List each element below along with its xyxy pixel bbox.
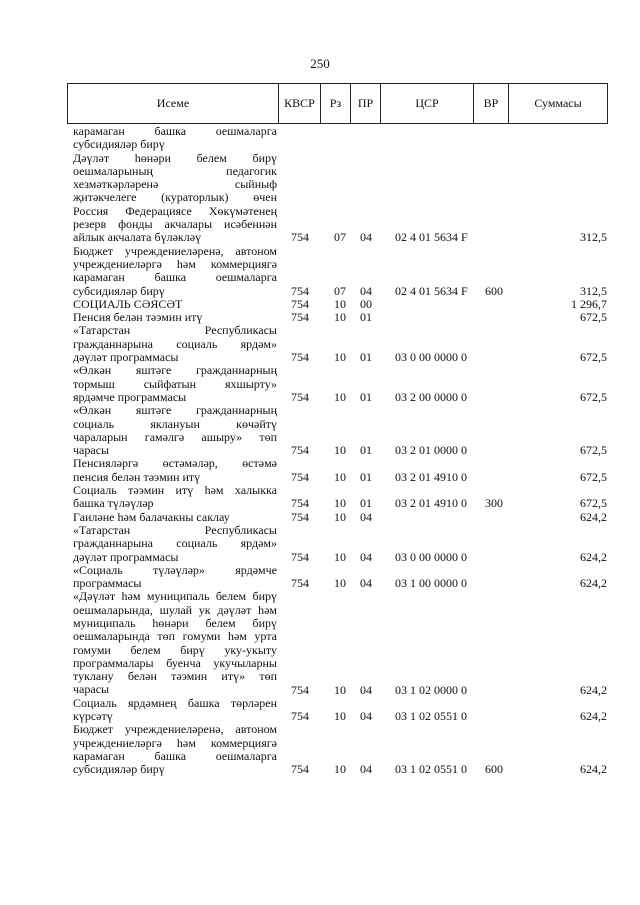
row-pr: 04 [360, 549, 372, 564]
row-name-line: Гаиләне һәм балачакны саклау [73, 509, 230, 524]
row-name-line: чараларын гамәлгә ашыру» төп [73, 429, 277, 444]
row-name [73, 457, 277, 484]
row-name [73, 324, 277, 364]
row-kvsr: 754 [291, 230, 309, 245]
table-row [0, 484, 640, 511]
row-name-line: гражданнарына социаль ярдәм» [73, 536, 277, 551]
row-csr: 03 2 01 0000 0 [395, 443, 467, 458]
row-name-line: дәүләт программасы [73, 549, 179, 564]
table-row [0, 324, 640, 364]
row-csr: 03 0 00 0000 0 [395, 549, 467, 564]
row-sum: 672,5 [580, 350, 607, 365]
table-row [0, 511, 640, 524]
row-sum: 672,5 [580, 443, 607, 458]
row-kvsr: 754 [291, 762, 309, 777]
row-rz: 10 [334, 310, 346, 325]
row-name-line: Социаль ярдәмнең башка төрләрен [73, 695, 277, 710]
row-name-line: оешмаларында, шулай ук дәүләт һәм [73, 602, 277, 617]
row-name-line: оешмаларында төп гомуми һәм урта [73, 629, 277, 644]
row-name-line: социаль яклануын көчәйтү [73, 416, 277, 431]
row-name-line: хезмәткәрләренә сыйныф [73, 177, 277, 192]
row-name-line: субсидияләр бирү [73, 762, 165, 777]
row-name-line: Социаль тәэмин итү һәм халыкка [73, 483, 277, 498]
row-pr: 01 [360, 350, 372, 365]
row-pr: 00 [360, 296, 372, 311]
row-rz: 10 [334, 682, 346, 697]
table-row [0, 298, 640, 311]
row-name-line: чарасы [73, 682, 110, 697]
row-pr: 04 [360, 682, 372, 697]
row-csr: 03 0 00 0000 0 [395, 350, 467, 365]
page-number: 250 [310, 56, 330, 71]
header-name: Исеме [68, 84, 279, 123]
row-csr: 03 1 02 0551 0 [395, 762, 467, 777]
row-pr: 04 [360, 230, 372, 245]
table-row [0, 245, 640, 298]
header-rz: Рз [321, 84, 351, 123]
table-row [0, 125, 640, 152]
row-name-line: чарасы [73, 443, 110, 458]
row-rz: 10 [334, 496, 346, 511]
row-kvsr: 754 [291, 509, 309, 524]
row-name-line: резерв фонды акчалары исәбеннән [73, 217, 277, 232]
row-sum: 672,5 [580, 469, 607, 484]
row-csr: 03 2 01 4910 0 [395, 496, 467, 511]
table-row [0, 723, 640, 776]
row-csr: 02 4 01 5634 F [395, 230, 468, 245]
row-name-line: «Өлкән яштәге гражданнарның [73, 403, 277, 418]
table-row [0, 590, 640, 696]
row-name-line: «Өлкән яштәге гражданнарның [73, 363, 277, 378]
row-vr: 600 [485, 283, 503, 298]
row-rz: 10 [334, 709, 346, 724]
table-row [0, 524, 640, 564]
row-name-line: программасы [73, 576, 142, 591]
row-pr: 04 [360, 283, 372, 298]
table-row [0, 457, 640, 484]
row-pr: 04 [360, 509, 372, 524]
row-csr: 03 1 02 0000 0 [395, 682, 467, 697]
row-kvsr: 754 [291, 576, 309, 591]
row-name-line: субсидияләр бирү [73, 137, 165, 152]
row-sum: 624,2 [580, 549, 607, 564]
row-rz: 10 [334, 469, 346, 484]
row-rz: 10 [334, 296, 346, 311]
table-row [0, 364, 640, 404]
row-rz: 10 [334, 576, 346, 591]
table-row [0, 697, 640, 724]
row-sum: 1 296,7 [571, 296, 607, 311]
row-name-line: карамаган башка оешмаларга [73, 124, 277, 138]
row-name-line: ярдәмче программасы [73, 389, 187, 404]
row-name [73, 524, 277, 564]
row-name-line: учреждениеләргә һәм коммерциягә [73, 256, 277, 271]
row-name [73, 723, 277, 776]
row-name-line: пенсия белән тәэмин итү [73, 469, 201, 484]
row-name [73, 152, 277, 245]
row-csr: 03 1 02 0551 0 [395, 709, 467, 724]
row-name [73, 697, 277, 724]
row-name-line: Пенсияләргә өстәмәләр, өстәмә [73, 456, 277, 471]
row-csr: 03 2 01 4910 0 [395, 469, 467, 484]
row-name-line: тормыш сыйфатын яхшырту» [73, 376, 277, 391]
table-row [0, 564, 640, 591]
row-sum: 312,5 [580, 283, 607, 298]
header-vr: ВР [474, 84, 509, 123]
row-csr: 03 1 00 0000 0 [395, 576, 467, 591]
row-sum: 312,5 [580, 230, 607, 245]
row-pr: 04 [360, 762, 372, 777]
row-rz: 07 [334, 283, 346, 298]
row-kvsr: 754 [291, 389, 309, 404]
row-name-line: «Дәүләт һәм муниципаль белем бирү [73, 589, 277, 604]
row-name-line: гражданнарына социаль ярдәм» [73, 336, 277, 351]
row-name-line: учреждениеләргә һәм коммерциягә [73, 735, 277, 750]
row-name-line: туклану белән тәэмин итү» төп [73, 669, 277, 684]
table-row [0, 152, 640, 245]
row-kvsr: 754 [291, 350, 309, 365]
row-name-line: субсидияләр бирү [73, 283, 165, 298]
row-name [73, 125, 277, 152]
row-name [73, 298, 277, 311]
row-sum: 624,2 [580, 576, 607, 591]
row-name-line: гомуми белем бирү уку-укыту [73, 642, 277, 657]
row-name-line: СОЦИАЛЬ СӘЯСӘТ [73, 296, 183, 311]
row-kvsr: 754 [291, 549, 309, 564]
row-name [73, 564, 277, 591]
row-kvsr: 754 [291, 283, 309, 298]
header-pr: ПР [351, 84, 381, 123]
row-kvsr: 754 [291, 443, 309, 458]
row-name-line: айлык акчалата бүләкләү [73, 230, 202, 245]
row-rz: 07 [334, 230, 346, 245]
row-pr: 01 [360, 469, 372, 484]
row-kvsr: 754 [291, 496, 309, 511]
header-kvsr: КВСР [279, 84, 321, 123]
row-vr: 600 [485, 762, 503, 777]
row-name-line: башка түләүләр [73, 496, 154, 511]
row-name-line: Дәүләт һөнәри белем бирү [73, 150, 277, 165]
table-body [0, 125, 640, 777]
row-name [73, 511, 277, 524]
row-name-line: Пенсия белән тәэмин итү [73, 310, 203, 325]
row-rz: 10 [334, 549, 346, 564]
row-name-line: Бюджет учреждениеләренә, автоном [73, 243, 277, 258]
row-kvsr: 754 [291, 296, 309, 311]
row-name [73, 590, 277, 696]
row-name [73, 404, 277, 457]
row-kvsr: 754 [291, 469, 309, 484]
row-name-line: җитәкчелеге (кураторлык) өчен [73, 190, 277, 205]
row-kvsr: 754 [291, 709, 309, 724]
row-name [73, 245, 277, 298]
row-sum: 624,2 [580, 709, 607, 724]
row-name-line: Россия Федерациясе Хөкүмәтенең [73, 203, 277, 218]
table-header [67, 83, 608, 124]
row-csr: 02 4 01 5634 F [395, 283, 468, 298]
row-sum: 624,2 [580, 509, 607, 524]
row-name-line: Бюджет учреждениеләренә, автоном [73, 722, 277, 737]
row-sum: 672,5 [580, 496, 607, 511]
row-name-line: дәүләт программасы [73, 350, 179, 365]
row-kvsr: 754 [291, 682, 309, 697]
row-name [73, 311, 277, 324]
row-name-line: оешмаларының педагогик [73, 163, 277, 178]
row-name-line: «Социаль түләүләр» ярдәмче [73, 562, 277, 577]
row-sum: 624,2 [580, 682, 607, 697]
row-name [73, 484, 277, 511]
row-pr: 01 [360, 496, 372, 511]
row-name-line: «Татарстан Республикасы [73, 323, 277, 338]
row-name [73, 364, 277, 404]
row-name-line: программалары буенча укучыларны [73, 655, 277, 670]
header-csr: ЦСР [381, 84, 474, 123]
row-name-line: күрсәтү [73, 709, 113, 724]
row-sum: 672,5 [580, 389, 607, 404]
row-pr: 04 [360, 576, 372, 591]
row-pr: 01 [360, 443, 372, 458]
row-name-line: муниципаль һөнәри белем бирү [73, 616, 277, 630]
row-sum: 672,5 [580, 310, 607, 325]
table-row [0, 404, 640, 457]
row-kvsr: 754 [291, 310, 309, 325]
row-rz: 10 [334, 389, 346, 404]
row-vr: 300 [485, 496, 503, 511]
row-name-line: карамаган башка оешмаларга [73, 270, 277, 285]
row-rz: 10 [334, 509, 346, 524]
table-row [0, 311, 640, 324]
row-rz: 10 [334, 762, 346, 777]
row-pr: 01 [360, 389, 372, 404]
row-rz: 10 [334, 443, 346, 458]
row-pr: 01 [360, 310, 372, 325]
row-pr: 04 [360, 709, 372, 724]
row-name-line: карамаган башка оешмаларга [73, 748, 277, 763]
row-name-line: «Татарстан Республикасы [73, 522, 277, 537]
row-csr: 03 2 00 0000 0 [395, 389, 467, 404]
row-rz: 10 [334, 350, 346, 365]
header-sum: Суммасы [534, 96, 582, 110]
row-sum: 624,2 [580, 762, 607, 777]
